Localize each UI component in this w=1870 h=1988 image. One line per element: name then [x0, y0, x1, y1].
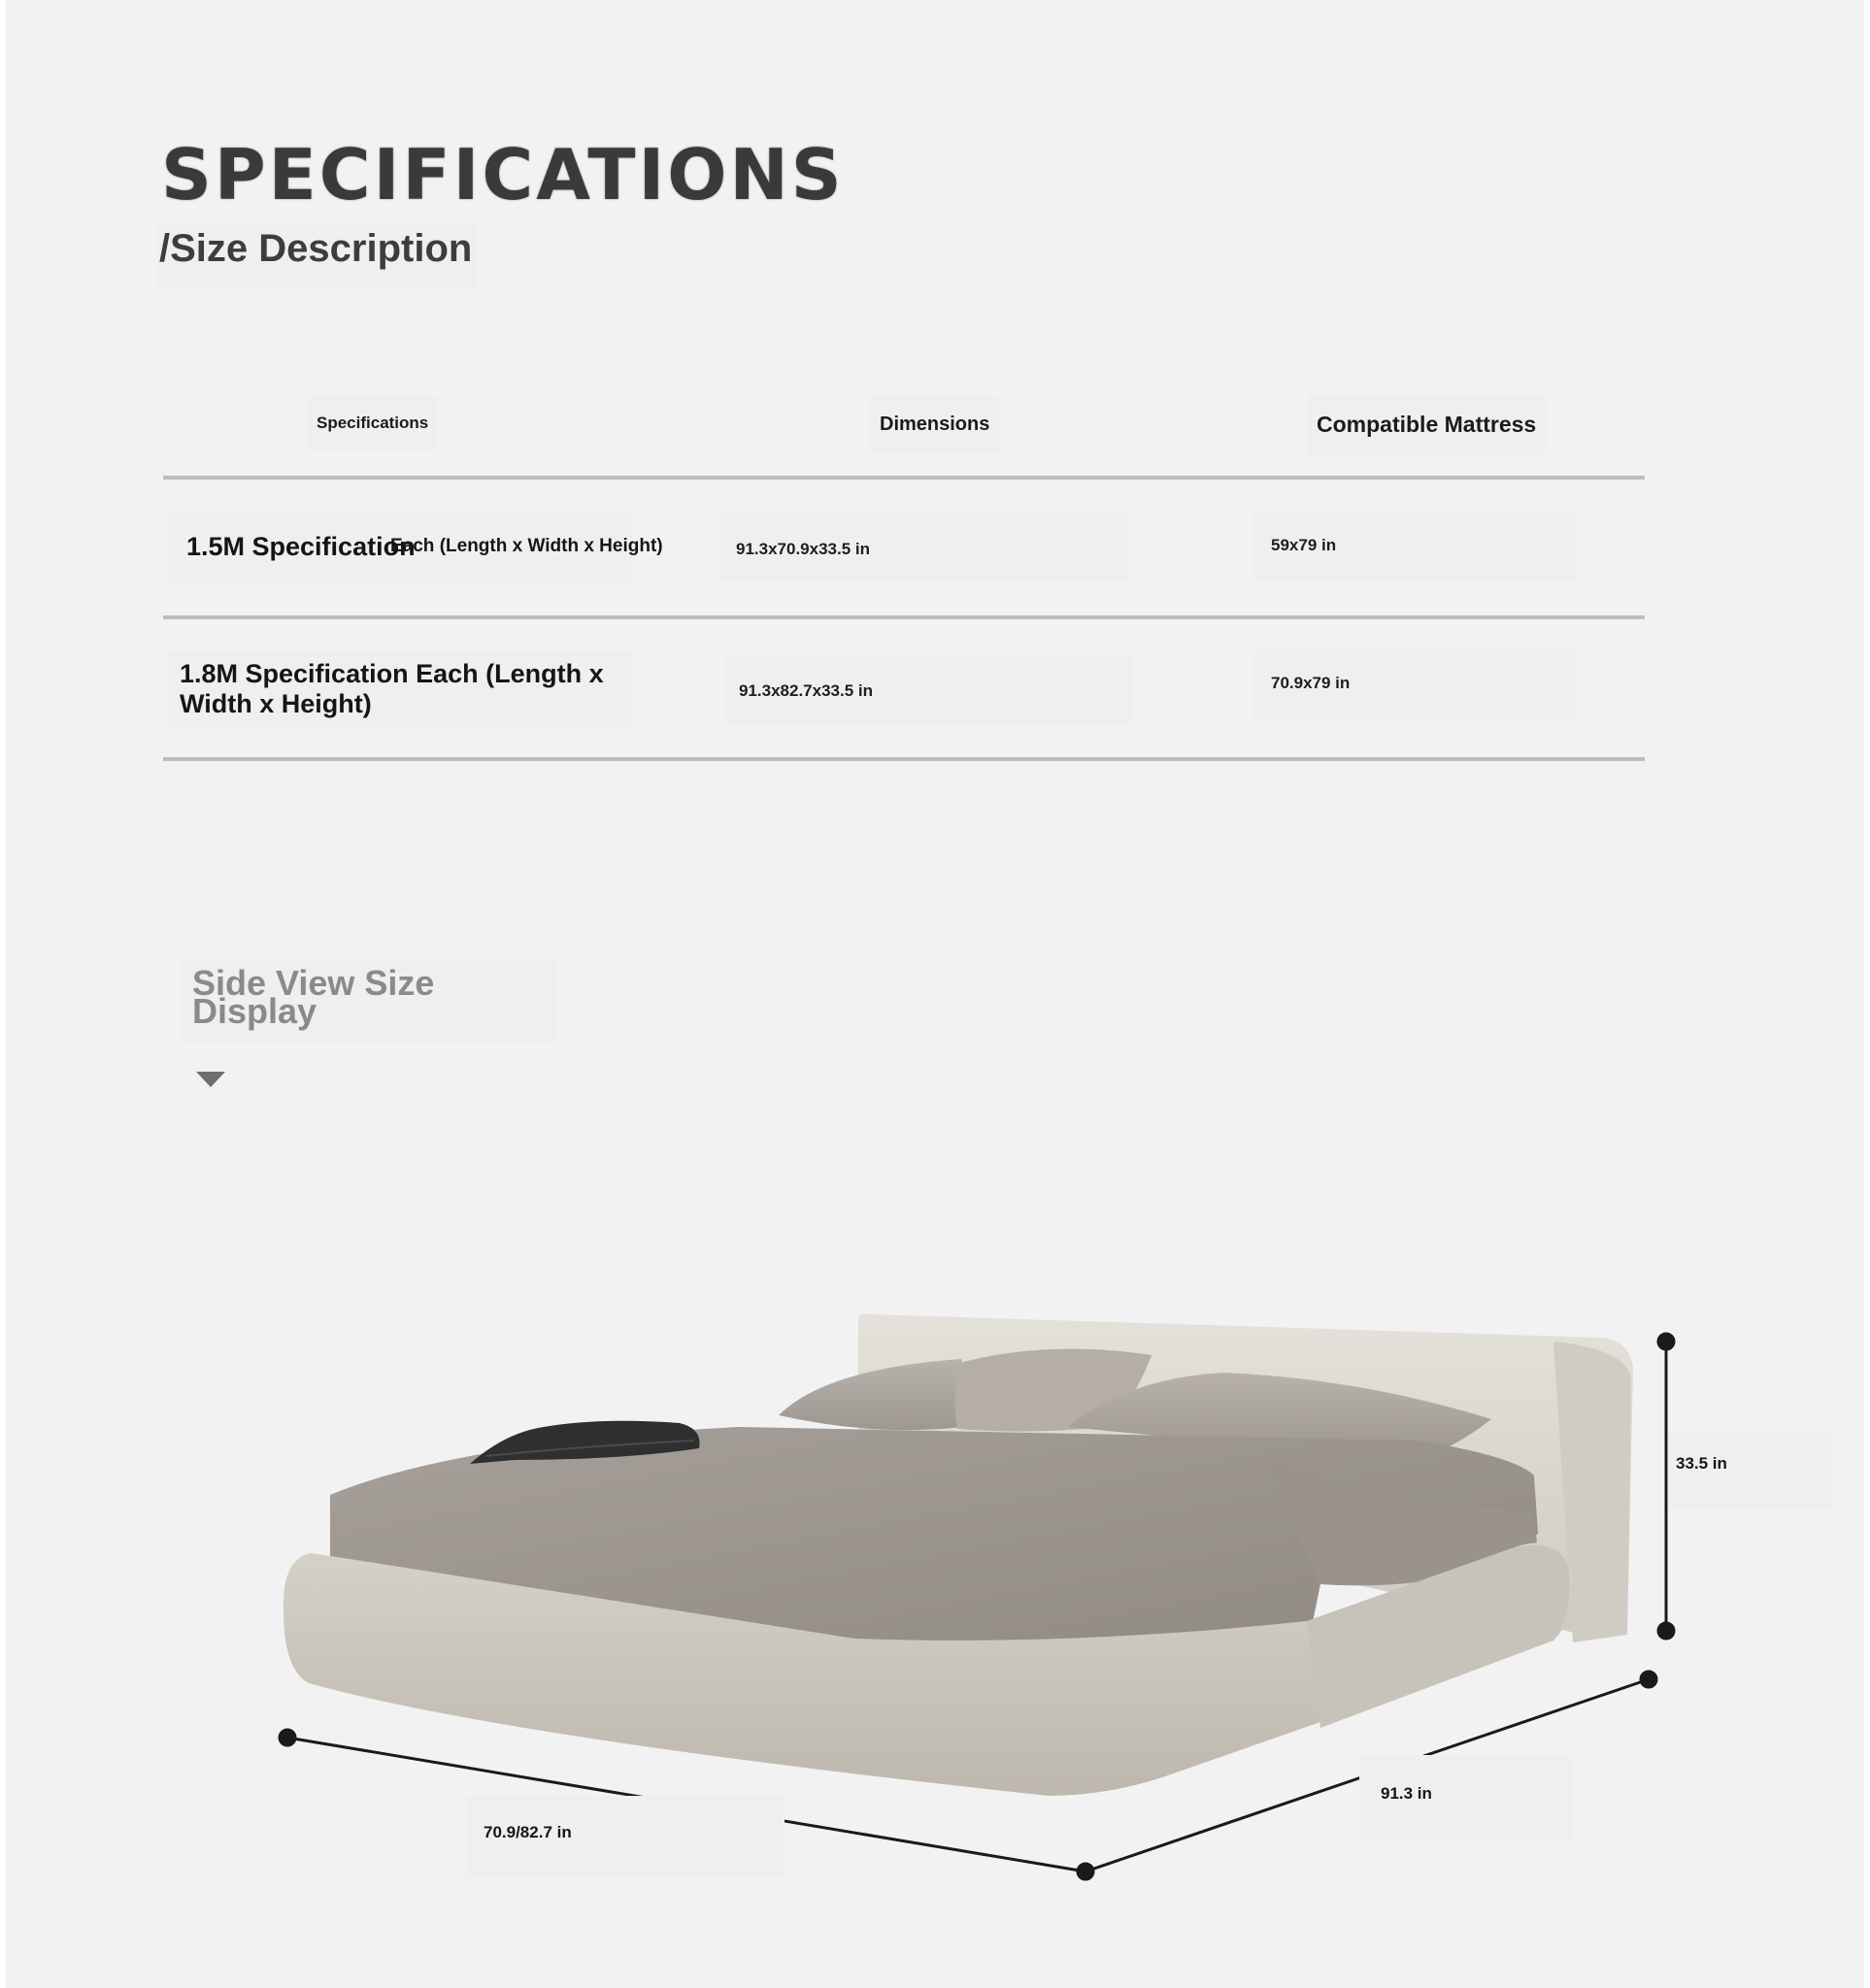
table-row-1-dimensions: 91.3x70.9x33.5 in — [736, 540, 871, 558]
page-subtitle: /Size Description — [157, 223, 478, 288]
length-dimension-label: 91.3 in — [1381, 1784, 1432, 1803]
height-dimension-label: 33.5 in — [1676, 1454, 1727, 1473]
table-row-2-mattress: 70.9x79 in — [1271, 674, 1351, 692]
column-header-compatible-mattress: Compatible Mattress — [1307, 394, 1546, 455]
side-view-title: Side View Size Display — [192, 963, 435, 1031]
column-header-dimensions: Dimensions — [870, 396, 999, 453]
table-row-1-spec-note: Each (Length x Width x Height) — [390, 536, 663, 556]
table-row-2-spec-name: 1.8M Specification Each (Length x Width x Height) — [180, 659, 604, 718]
table-row-1-spec-name: 1.5M Specification — [186, 532, 416, 561]
width-dimension-label: 70.9/82.7 in — [484, 1823, 572, 1841]
page-title: SPECIFICATIONS — [161, 134, 845, 215]
table-row-1-mattress: 59x79 in — [1271, 536, 1337, 554]
column-header-specifications: Specifications — [307, 396, 438, 450]
table-row-2-dimensions: 91.3x82.7x33.5 in — [739, 681, 874, 700]
